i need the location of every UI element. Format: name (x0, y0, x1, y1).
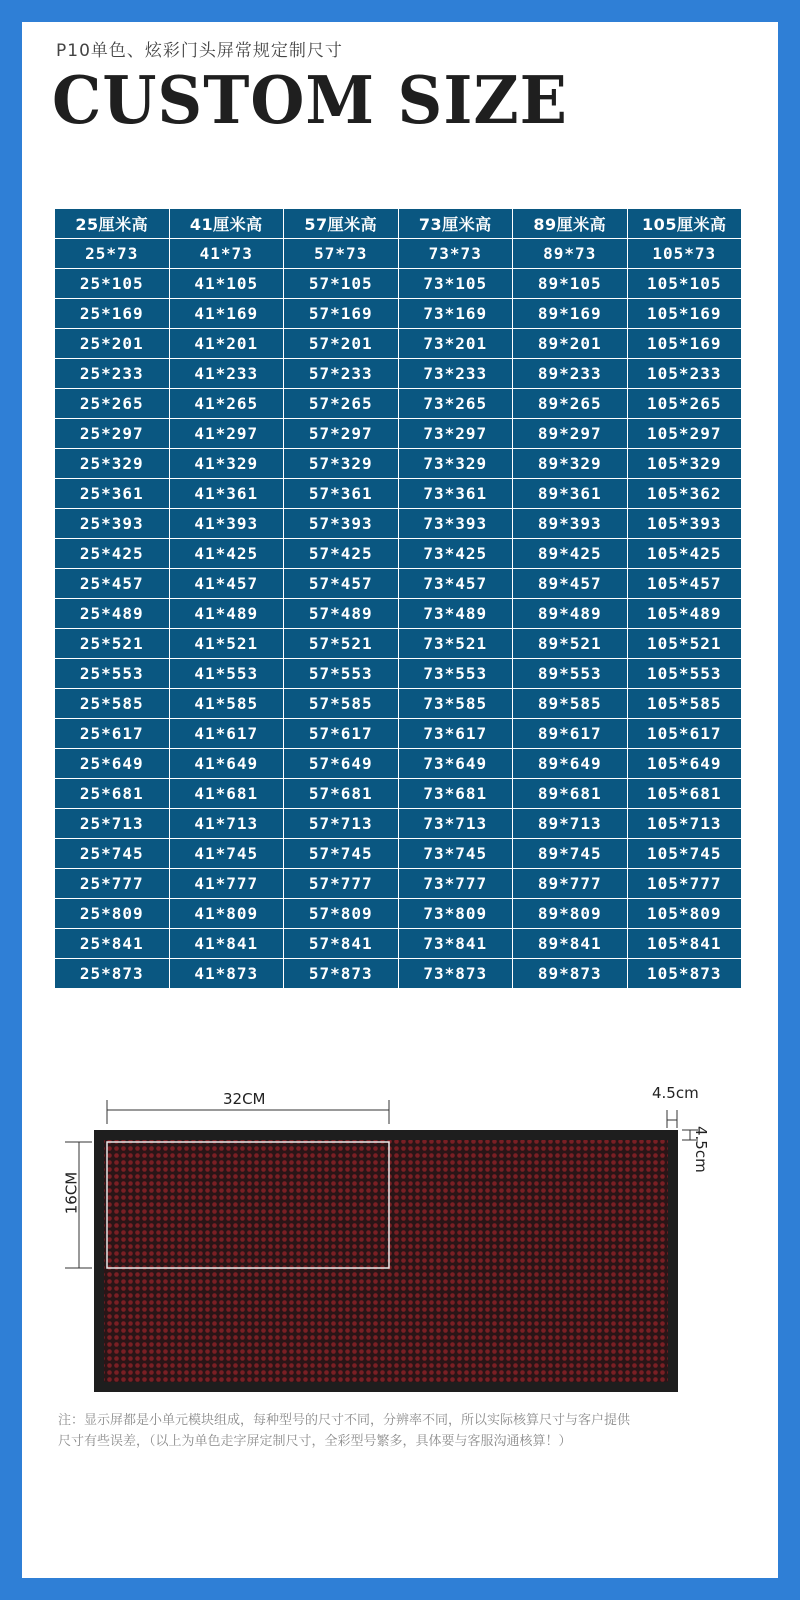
table-row (55, 239, 742, 269)
table-cell: 25*233 (55, 359, 170, 389)
table-cell: 41*617 (169, 719, 284, 749)
table-cell: 25*745 (55, 839, 170, 869)
table-cell: 41*585 (169, 689, 284, 719)
size-table (54, 208, 742, 989)
table-row (55, 269, 742, 299)
table-cell: 57*329 (284, 449, 399, 479)
table-cell: 25*457 (55, 569, 170, 599)
table-row (55, 539, 742, 569)
table-row (55, 299, 742, 329)
table-row (55, 689, 742, 719)
table-cell: 105*713 (627, 809, 742, 839)
table-row (55, 779, 742, 809)
table-header-cell: 25厘米高 (55, 209, 170, 239)
table-cell: 105*425 (627, 539, 742, 569)
table-row (55, 569, 742, 599)
table-cell: 89*809 (513, 899, 628, 929)
table-cell: 57*393 (284, 509, 399, 539)
table-cell: 89*393 (513, 509, 628, 539)
table-row (55, 809, 742, 839)
table-row (55, 419, 742, 449)
table-cell: 89*681 (513, 779, 628, 809)
table-cell: 105*617 (627, 719, 742, 749)
table-row (55, 659, 742, 689)
table-cell: 41*297 (169, 419, 284, 449)
table-cell: 41*521 (169, 629, 284, 659)
table-cell: 89*713 (513, 809, 628, 839)
table-cell: 89*553 (513, 659, 628, 689)
table-cell: 73*297 (398, 419, 513, 449)
table-cell: 73*713 (398, 809, 513, 839)
table-cell: 89*585 (513, 689, 628, 719)
table-cell: 57*457 (284, 569, 399, 599)
table-cell: 25*617 (55, 719, 170, 749)
table-cell: 105*553 (627, 659, 742, 689)
table-cell: 57*425 (284, 539, 399, 569)
table-cell: 41*489 (169, 599, 284, 629)
table-cell: 57*745 (284, 839, 399, 869)
table-cell: 73*745 (398, 839, 513, 869)
table-cell: 57*553 (284, 659, 399, 689)
table-cell: 41*425 (169, 539, 284, 569)
table-cell: 57*777 (284, 869, 399, 899)
table-cell: 25*297 (55, 419, 170, 449)
table-cell: 89*841 (513, 929, 628, 959)
panel-drawing (22, 1082, 778, 1402)
table-cell: 105*585 (627, 689, 742, 719)
table-cell: 89*233 (513, 359, 628, 389)
table-row (55, 869, 742, 899)
table-cell: 41*809 (169, 899, 284, 929)
table-cell: 105*521 (627, 629, 742, 659)
table-row (55, 629, 742, 659)
table-cell: 25*265 (55, 389, 170, 419)
table-row (55, 509, 742, 539)
table-cell: 41*841 (169, 929, 284, 959)
table-row (55, 839, 742, 869)
table-cell: 73*233 (398, 359, 513, 389)
table-row (55, 959, 742, 989)
table-cell: 41*265 (169, 389, 284, 419)
table-cell: 105*329 (627, 449, 742, 479)
table-header-cell: 73厘米高 (398, 209, 513, 239)
table-cell: 73*777 (398, 869, 513, 899)
table-cell: 57*201 (284, 329, 399, 359)
table-cell: 41*553 (169, 659, 284, 689)
table-cell: 89*265 (513, 389, 628, 419)
table-cell: 25*393 (55, 509, 170, 539)
table-cell: 57*73 (284, 239, 399, 269)
table-cell: 73*393 (398, 509, 513, 539)
table-cell: 105*169 (627, 329, 742, 359)
table-cell: 25*105 (55, 269, 170, 299)
table-cell: 25*329 (55, 449, 170, 479)
table-cell: 89*521 (513, 629, 628, 659)
table-cell: 41*873 (169, 959, 284, 989)
table-cell: 41*777 (169, 869, 284, 899)
led-panel-diagram (22, 1082, 778, 1402)
table-cell: 41*361 (169, 479, 284, 509)
table-cell: 57*649 (284, 749, 399, 779)
table-cell: 57*521 (284, 629, 399, 659)
table-cell: 57*873 (284, 959, 399, 989)
table-cell: 57*809 (284, 899, 399, 929)
table-cell: 89*777 (513, 869, 628, 899)
table-cell: 57*169 (284, 299, 399, 329)
table-cell: 89*489 (513, 599, 628, 629)
table-cell: 57*713 (284, 809, 399, 839)
table-cell: 105*73 (627, 239, 742, 269)
table-header-cell: 57厘米高 (284, 209, 399, 239)
table-cell: 25*809 (55, 899, 170, 929)
table-cell: 73*265 (398, 389, 513, 419)
table-cell: 89*745 (513, 839, 628, 869)
table-cell: 89*617 (513, 719, 628, 749)
table-cell: 73*649 (398, 749, 513, 779)
table-cell: 41*233 (169, 359, 284, 389)
table-cell: 105*233 (627, 359, 742, 389)
table-cell: 25*169 (55, 299, 170, 329)
table-cell: 73*73 (398, 239, 513, 269)
table-cell: 25*777 (55, 869, 170, 899)
table-cell: 105*841 (627, 929, 742, 959)
table-cell: 73*681 (398, 779, 513, 809)
table-cell: 89*329 (513, 449, 628, 479)
table-cell: 73*201 (398, 329, 513, 359)
table-cell: 105*457 (627, 569, 742, 599)
table-header-row (55, 209, 742, 239)
table-cell: 25*489 (55, 599, 170, 629)
table-header-cell: 89厘米高 (513, 209, 628, 239)
table-cell: 105*745 (627, 839, 742, 869)
table-cell: 41*169 (169, 299, 284, 329)
table-row (55, 449, 742, 479)
table-cell: 73*425 (398, 539, 513, 569)
table-cell: 105*265 (627, 389, 742, 419)
table-cell: 89*457 (513, 569, 628, 599)
table-cell: 25*361 (55, 479, 170, 509)
table-cell: 89*297 (513, 419, 628, 449)
table-row (55, 329, 742, 359)
table-row (55, 389, 742, 419)
table-cell: 41*329 (169, 449, 284, 479)
table-cell: 57*841 (284, 929, 399, 959)
table-cell: 25*425 (55, 539, 170, 569)
table-cell: 105*649 (627, 749, 742, 779)
table-row (55, 599, 742, 629)
table-header-cell: 41厘米高 (169, 209, 284, 239)
table-cell: 105*873 (627, 959, 742, 989)
table-cell: 89*649 (513, 749, 628, 779)
table-cell: 41*457 (169, 569, 284, 599)
table-row (55, 359, 742, 389)
table-cell: 89*425 (513, 539, 628, 569)
table-cell: 25*873 (55, 959, 170, 989)
table-cell: 73*873 (398, 959, 513, 989)
table-cell: 105*777 (627, 869, 742, 899)
table-cell: 57*585 (284, 689, 399, 719)
table-cell: 25*73 (55, 239, 170, 269)
table-cell: 57*233 (284, 359, 399, 389)
page-title: CUSTOM SIZE (52, 62, 568, 139)
table-cell: 25*553 (55, 659, 170, 689)
table-cell: 41*393 (169, 509, 284, 539)
table-cell: 25*713 (55, 809, 170, 839)
table-cell: 73*617 (398, 719, 513, 749)
table-cell: 105*297 (627, 419, 742, 449)
table-cell: 73*489 (398, 599, 513, 629)
table-cell: 57*105 (284, 269, 399, 299)
table-cell: 57*361 (284, 479, 399, 509)
table-cell: 89*169 (513, 299, 628, 329)
table-cell: 89*201 (513, 329, 628, 359)
table-row (55, 719, 742, 749)
table-cell: 57*489 (284, 599, 399, 629)
table-cell: 41*649 (169, 749, 284, 779)
table-row (55, 749, 742, 779)
table-row (55, 929, 742, 959)
table-cell: 41*105 (169, 269, 284, 299)
table-cell: 73*329 (398, 449, 513, 479)
table-cell: 25*649 (55, 749, 170, 779)
table-cell: 89*105 (513, 269, 628, 299)
table-cell: 57*265 (284, 389, 399, 419)
content-card (22, 22, 778, 1578)
table-cell: 41*745 (169, 839, 284, 869)
led-matrix (104, 1140, 668, 1382)
table-cell: 105*105 (627, 269, 742, 299)
table-cell: 73*841 (398, 929, 513, 959)
table-cell: 57*617 (284, 719, 399, 749)
table-cell: 105*169 (627, 299, 742, 329)
note-text (58, 1410, 758, 1452)
table-cell: 41*681 (169, 779, 284, 809)
table-cell: 89*361 (513, 479, 628, 509)
note-line-1: 注：显示屏都是小单元模块组成，每种型号的尺寸不同，分辨率不同，所以实际核算尺寸与客户提供 (58, 1413, 631, 1428)
table-cell: 57*297 (284, 419, 399, 449)
table-cell: 41*713 (169, 809, 284, 839)
table-cell: 105*681 (627, 779, 742, 809)
table-cell: 73*809 (398, 899, 513, 929)
table-cell: 25*841 (55, 929, 170, 959)
table-cell: 57*681 (284, 779, 399, 809)
table-cell: 73*521 (398, 629, 513, 659)
page-subtitle: P10单色、炫彩门头屏常规定制尺寸 (56, 41, 343, 61)
border-height-label: 4.5cm (692, 1126, 710, 1173)
table-cell: 41*73 (169, 239, 284, 269)
table-cell: 73*105 (398, 269, 513, 299)
table-cell: 41*201 (169, 329, 284, 359)
table-cell: 73*457 (398, 569, 513, 599)
border-width-label: 4.5cm (652, 1084, 699, 1102)
table-cell: 73*169 (398, 299, 513, 329)
table-cell: 105*393 (627, 509, 742, 539)
height-label: 16CM (62, 1171, 81, 1215)
table-cell: 25*201 (55, 329, 170, 359)
table-cell: 89*873 (513, 959, 628, 989)
table-cell: 105*362 (627, 479, 742, 509)
table-cell: 25*585 (55, 689, 170, 719)
table-cell: 73*553 (398, 659, 513, 689)
table-row (55, 899, 742, 929)
note-line-2: 尺寸有些误差，（以上为单色走字屏定制尺寸，全彩型号繁多，具体要与客服沟通核算！） (58, 1434, 572, 1449)
table-cell: 89*73 (513, 239, 628, 269)
table-cell: 73*361 (398, 479, 513, 509)
table-cell: 25*521 (55, 629, 170, 659)
table-cell: 105*809 (627, 899, 742, 929)
table-cell: 105*489 (627, 599, 742, 629)
table-cell: 25*681 (55, 779, 170, 809)
table-row (55, 479, 742, 509)
table-cell: 73*585 (398, 689, 513, 719)
table-header-cell: 105厘米高 (627, 209, 742, 239)
width-label: 32CM (223, 1090, 266, 1108)
